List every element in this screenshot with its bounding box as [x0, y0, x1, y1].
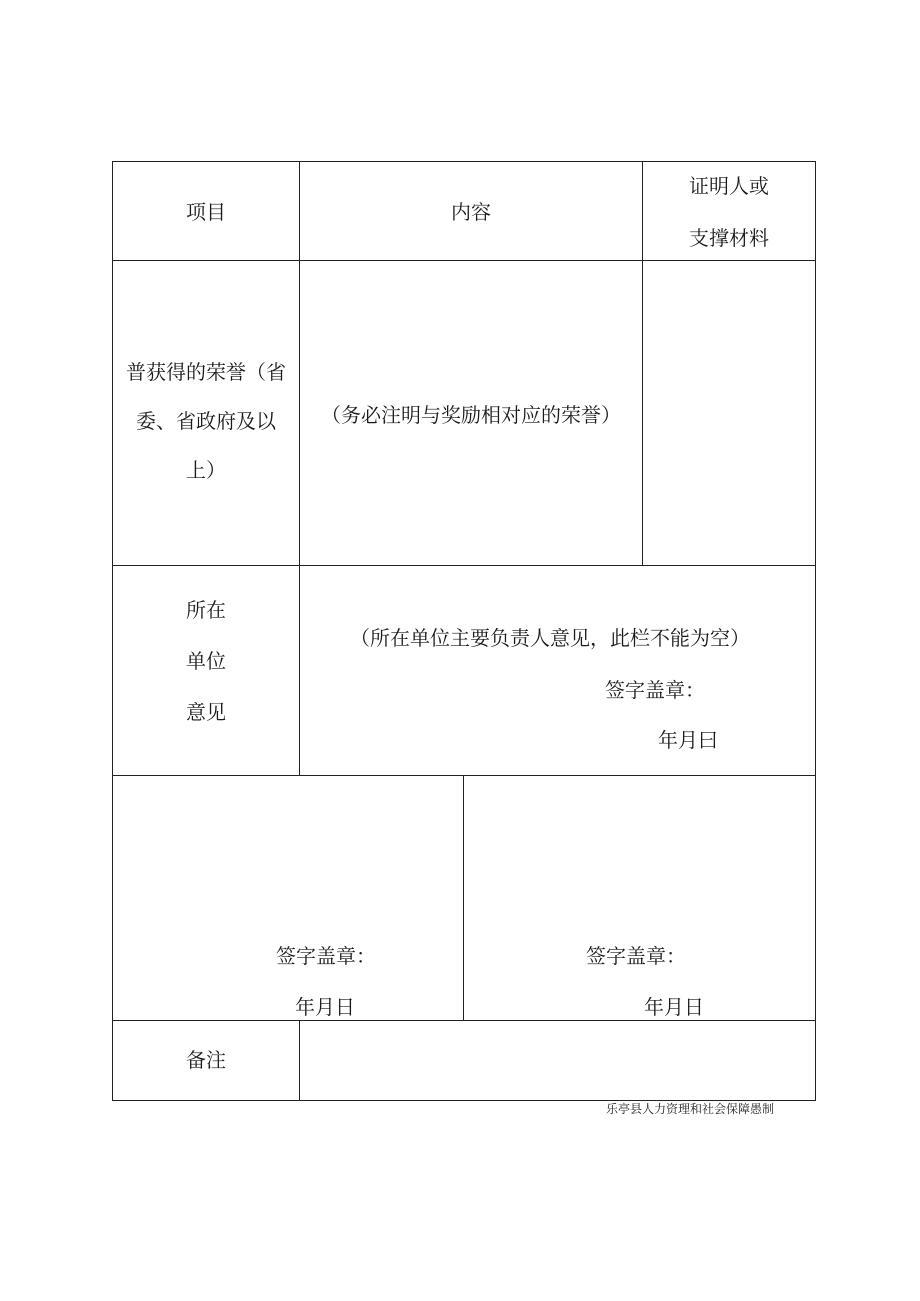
honor-content-hint: （务必注明与奖励相对应的荣誉） — [321, 403, 621, 427]
col-divider-proof — [642, 162, 643, 565]
left-date: 年月日 — [295, 995, 355, 1019]
col-divider-split — [463, 775, 464, 1020]
honor-label-line1: 普获得的荣誉（省 — [126, 360, 286, 384]
header-content: 内容 — [451, 200, 491, 224]
left-sign: 签字盖章： — [276, 944, 376, 968]
right-date: 年月日 — [644, 995, 704, 1019]
honor-label-line3: 上） — [186, 458, 226, 482]
unit-hint: （所在单位主要负责人意见，此栏不能为空） — [350, 626, 750, 650]
header-proof-line2: 支撑材料 — [689, 226, 769, 250]
header-item: 项目 — [186, 200, 226, 224]
col-divider-label — [299, 162, 300, 775]
unit-date: 年月曰 — [658, 728, 718, 752]
application-form-table — [112, 161, 816, 1101]
row-divider-header — [113, 260, 815, 261]
remarks-field[interactable] — [300, 1021, 815, 1100]
unit-label-line1: 所在 — [186, 598, 226, 622]
header-proof-line1: 证明人或 — [689, 174, 769, 198]
unit-label-line2: 单位 — [186, 649, 226, 673]
footer-issuer: 乐亭县人力资理和社会保障愚制 — [606, 1102, 775, 1116]
right-sign: 签字盖章： — [586, 944, 686, 968]
unit-label-line3: 意见 — [186, 700, 226, 724]
unit-sign: 签字盖章： — [605, 678, 705, 702]
remarks-label: 备注 — [186, 1048, 226, 1072]
row-divider-unit — [113, 775, 815, 776]
honor-label-line2: 委、省政府及以 — [136, 409, 276, 433]
row-divider-honor — [113, 565, 815, 566]
